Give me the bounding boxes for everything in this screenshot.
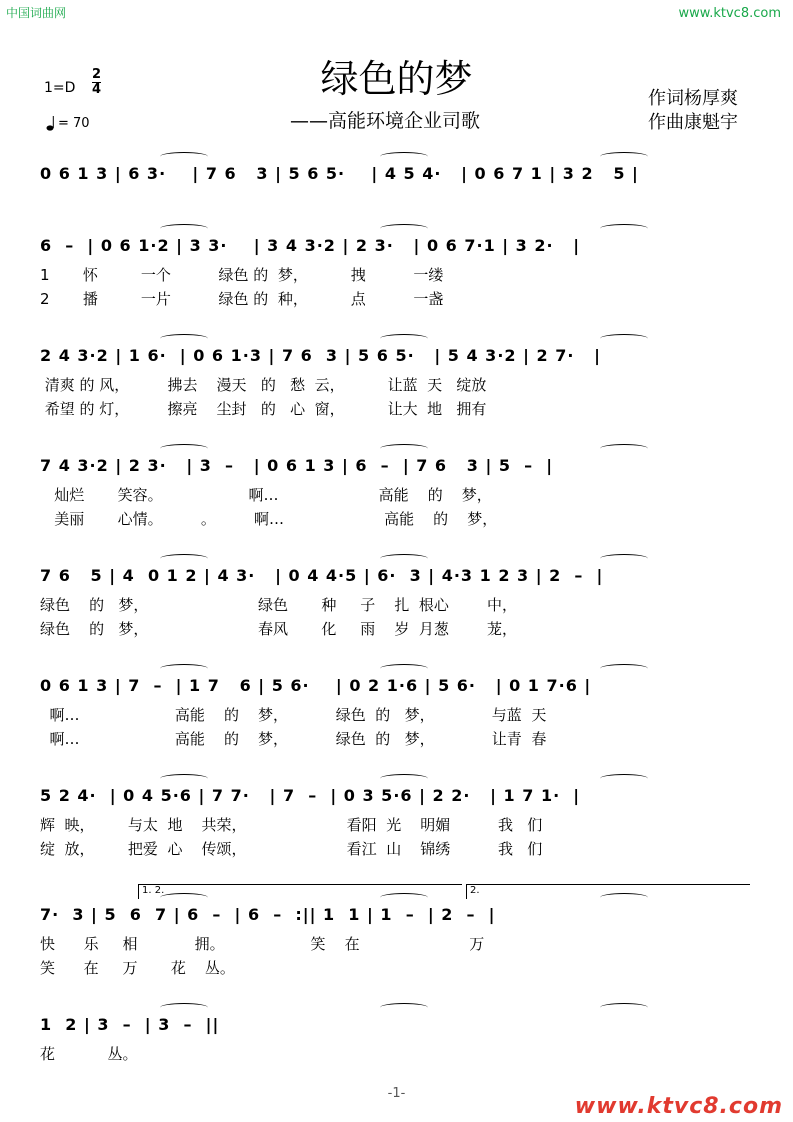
score-system xyxy=(40,456,752,482)
lyric-verse-1: 清爽 的 风， 拂去 漫天 的 愁 云， 让蓝 天 绽放 xyxy=(40,376,487,394)
composer-credit: 作曲康魁宇 xyxy=(648,112,738,133)
page-number: -1- xyxy=(387,1086,406,1101)
slur-mark xyxy=(600,554,648,563)
time-signature-bottom: 4 xyxy=(92,82,102,97)
slur-mark xyxy=(380,554,428,563)
slur-mark xyxy=(160,554,208,563)
slur-mark xyxy=(380,334,428,343)
lyric-verse-2: 绽 放， 把爱 心 传颂， 看江 山 锦绣 我 们 xyxy=(40,840,543,858)
lyric-verse-2: 希望 的 灯， 擦亮 尘封 的 心 窗， 让大 地 拥有 xyxy=(40,400,487,418)
score-system xyxy=(40,786,752,812)
volta-second-ending: 2. xyxy=(466,884,750,899)
slur-mark xyxy=(600,334,648,343)
song-subtitle: ——高能环境企业司歌 xyxy=(290,110,481,132)
slur-mark xyxy=(600,444,648,453)
slur-mark xyxy=(600,664,648,673)
slur-mark xyxy=(160,224,208,233)
lyricist-credit: 作词杨厚爽 xyxy=(648,88,738,109)
slur-mark xyxy=(160,152,208,161)
lyric-verse-2: 笑 在 万 花 丛。 xyxy=(40,959,235,977)
quarter-note-icon xyxy=(46,116,58,132)
site-logo-left[interactable]: 中国词曲网 xyxy=(6,6,67,20)
score-system xyxy=(40,676,752,702)
notation-line: 0 6 1 3 | 7 – | 1 7 6 | 5 6· | 0 2 1·6 | 5 6· | 0 1 7·6 | xyxy=(40,676,592,695)
lyric-verse-2: 啊… 高能 的 梦， 绿色 的 梦， 让青 春 xyxy=(40,730,547,748)
slur-mark xyxy=(600,774,648,783)
slur-mark xyxy=(160,1003,208,1012)
lyric-verse-2: 绿色 的 梦， 春风 化 雨 岁 月葱 茏， xyxy=(40,620,518,638)
score-system xyxy=(40,164,752,190)
lyric-verse-2: 美丽 心情。 。 啊… 高能 的 梦， xyxy=(40,510,498,528)
slur-mark xyxy=(160,444,208,453)
slur-mark xyxy=(160,334,208,343)
tempo-marking: = 70 xyxy=(58,116,90,131)
slur-mark xyxy=(380,224,428,233)
notation-line: 1 2 | 3 – | 3 – || xyxy=(40,1015,220,1034)
watermark: www.ktvc8.com xyxy=(574,1094,783,1119)
notation-line: 7· 3 | 5 6 7 | 6 – | 6 – :|| 1 1 | 1 – | 2 – | xyxy=(40,905,496,924)
lyric-verse-1: 快 乐 相 拥。 笑 在 万 xyxy=(40,935,485,953)
score-system xyxy=(40,905,752,931)
slur-mark xyxy=(160,774,208,783)
time-signature xyxy=(92,68,101,97)
key-signature: 1=D xyxy=(44,80,76,96)
lyric-verse-1: 啊… 高能 的 梦， 绿色 的 梦， 与蓝 天 xyxy=(40,706,547,724)
lyric-verse-1: 灿烂 笑容。 啊… 高能 的 梦， xyxy=(40,486,492,504)
notation-line: 5 2 4· | 0 4 5·6 | 7 7· | 7 – | 0 3 5·6 | 2 2· | 1 7 1· | xyxy=(40,786,581,805)
site-url-right[interactable]: www.ktvc8.com xyxy=(678,6,781,21)
score-system xyxy=(40,1015,752,1041)
time-signature-top: 2 xyxy=(92,67,102,82)
volta-first-ending: 1. 2. xyxy=(138,884,462,899)
slur-mark xyxy=(600,152,648,161)
notation-line: 7 4 3·2 | 2 3· | 3 – | 0 6 1 3 | 6 – | 7 6 3 | 5 – | xyxy=(40,456,554,475)
notation-line: 2 4 3·2 | 1 6· | 0 6 1·3 | 7 6 3 | 5 6 5· | 5 4 3·2 | 2 7· | xyxy=(40,346,601,365)
score-system xyxy=(40,346,752,372)
slur-mark xyxy=(380,152,428,161)
slur-mark xyxy=(600,1003,648,1012)
notation-line: 6 – | 0 6 1·2 | 3 3· | 3 4 3·2 | 2 3· | 0 6 7·1 | 3 2· | xyxy=(40,236,581,255)
slur-mark xyxy=(380,1003,428,1012)
notation-line: 7 6 5 | 4 0 1 2 | 4 3· | 0 4 4·5 | 6· 3 | 4·3 1 2 3 | 2 – | xyxy=(40,566,604,585)
notation-line: 0 6 1 3 | 6 3· | 7 6 3 | 5 6 5· | 4 5 4· | 0 6 7 1 | 3 2 5 | xyxy=(40,164,639,183)
slur-mark xyxy=(380,664,428,673)
slur-mark xyxy=(600,224,648,233)
slur-mark xyxy=(380,774,428,783)
lyric-verse-2: 2 播 一片 绿色 的 种， 点 一盏 xyxy=(40,290,444,308)
score-system xyxy=(40,566,752,592)
lyric-verse-1: 绿色 的 梦， 绿色 种 子 扎 根心 中， xyxy=(40,596,518,614)
lyric-verse-1: 1 怀 一个 绿色 的 梦， 拽 一缕 xyxy=(40,266,444,284)
lyric-verse-1: 辉 映， 与太 地 共荣， 看阳 光 明媚 我 们 xyxy=(40,816,543,834)
slur-mark xyxy=(380,444,428,453)
song-title: 绿色的梦 xyxy=(320,57,473,101)
score-system xyxy=(40,236,752,262)
lyric-verse-1: 花 丛。 xyxy=(40,1045,138,1063)
slur-mark xyxy=(160,664,208,673)
